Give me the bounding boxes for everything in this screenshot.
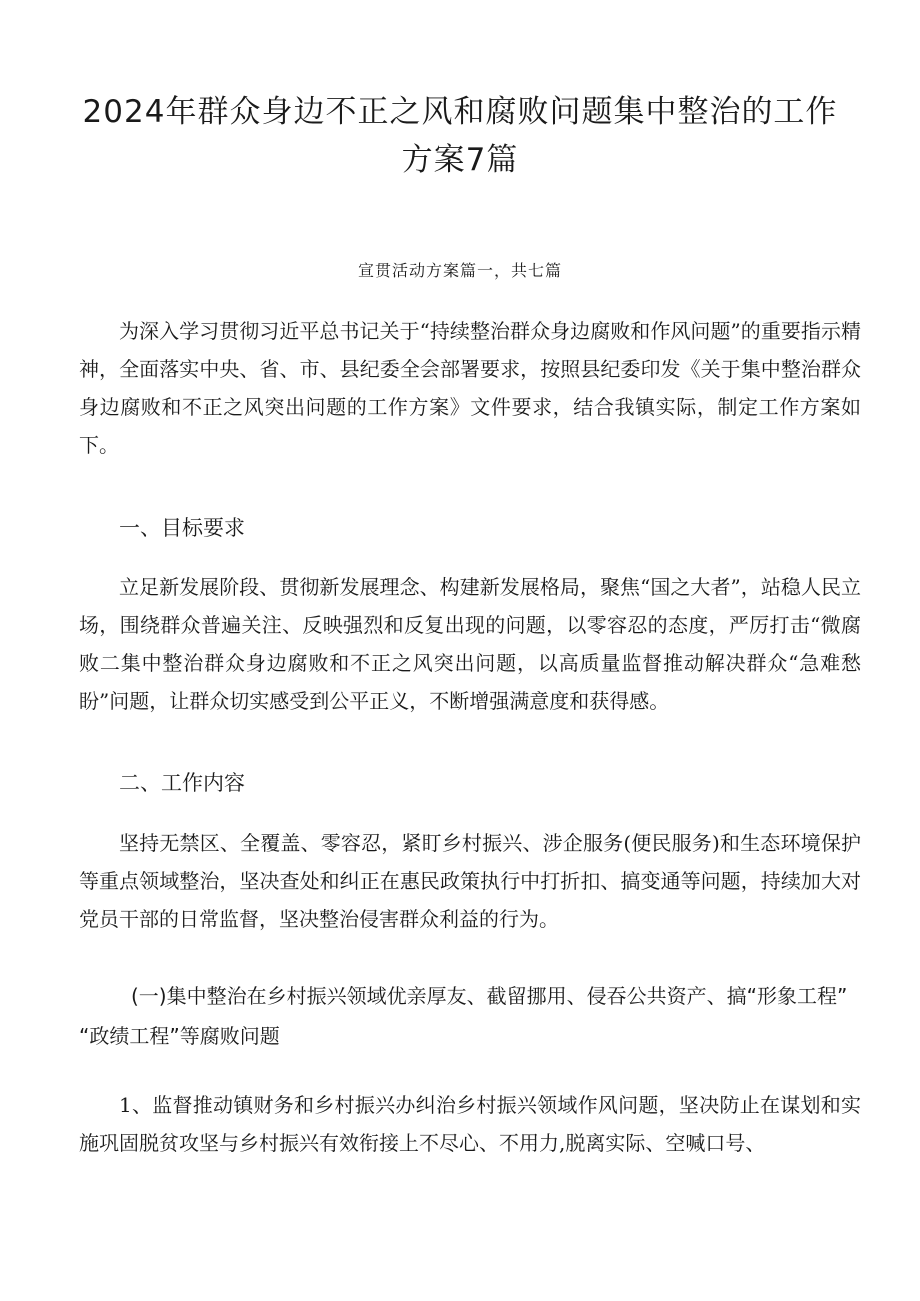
document-subtitle: 宣贯活动方案篇一，共七篇	[357, 261, 562, 280]
section-heading-goals: 一、目标要求	[119, 516, 245, 540]
work-content-paragraph: 坚持无禁区、全覆盖、零容忍，紧盯乡村振兴、涉企服务(便民服务)和生态环境保护等重点领域整治，坚决查处和纠正在惠民政策执行中打折扣、搞变通等问题，持续加大对党员干部的日常监督，坚决整治侵害群众利益的行为。	[79, 831, 861, 931]
goals-paragraph: 立足新发展阶段、贯彻新发展理念、构建新发展格局，聚焦“国之大者”，站稳人民立场，围绕群众普遍关注、反映强烈和反复出现的问题，以零容忍的态度，严厉打击“微腐败二集中整治群众身边腐败和不正之风突出问题，以高质量监督推动解决群众“急难愁盼”问题，让群众切实感受到公平正义，不断增强满意度和获得感。	[79, 575, 861, 713]
document-title: 2024年群众身边不正之风和腐败问题集中整治的工作方案7篇	[82, 94, 838, 178]
intro-paragraph: 为深入学习贯彻习近平总书记关于“持续整治群众身边腐败和作风问题”的重要指示精神，全面落实中央、省、市、县纪委全会部署要求，按照县纪委印发《关于集中整治群众身边腐败和不正之风突出问题的工作方案》文件要求，结合我镇实际，制定工作方案如下。	[79, 319, 861, 457]
section-heading-work-content: 二、工作内容	[119, 771, 245, 795]
list-item-1: 1、监督推动镇财务和乡村振兴办纠治乡村振兴领域作风问题，坚决防止在谋划和实施巩固脱贫攻坚与乡村振兴有效衔接上不尽心、不用力,脱离实际、空喊口号、	[79, 1093, 861, 1155]
subsection-heading-rural-revitalization: (一)集中整治在乡村振兴领域优亲厚友、截留挪用、侵吞公共资产、搞“形象工程” “政绩工程”等腐败问题	[79, 984, 848, 1048]
